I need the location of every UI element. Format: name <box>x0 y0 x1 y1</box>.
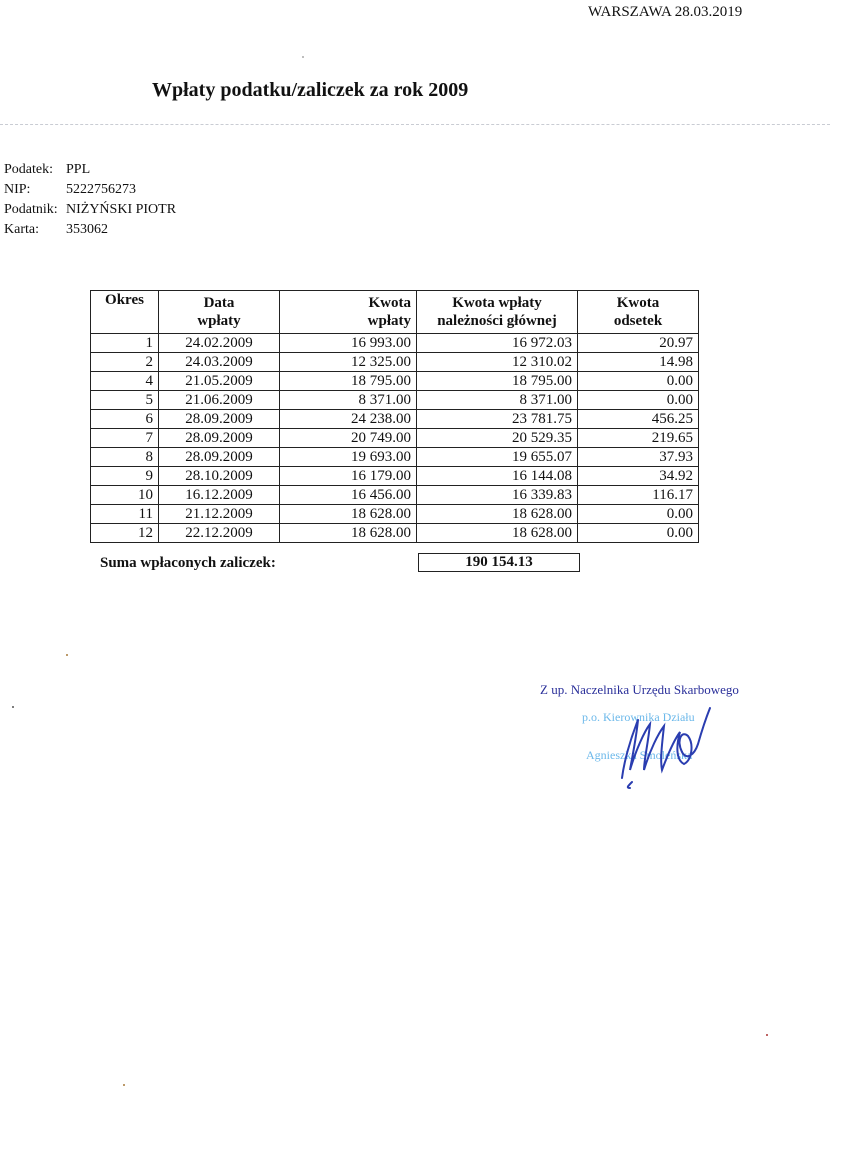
cell-naleznosc: 23 781.75 <box>417 410 578 429</box>
podatnik-label: Podatnik: <box>4 202 58 217</box>
podatnik-row <box>4 200 176 220</box>
cell-naleznosc: 18 628.00 <box>417 524 578 543</box>
header-naleznosc <box>417 291 578 334</box>
nip-label: NIP: <box>4 182 31 197</box>
cell-odsetki: 116.17 <box>578 486 699 505</box>
nip-row <box>4 180 176 200</box>
cell-odsetki: 219.65 <box>578 429 699 448</box>
cell-kwota: 20 749.00 <box>280 429 417 448</box>
table-body <box>91 334 699 543</box>
table-row <box>91 429 699 448</box>
table-row <box>91 448 699 467</box>
place-date: WARSZAWA 28.03.2019 <box>588 4 743 20</box>
header-data-line1: Data <box>203 295 235 311</box>
cell-okres: 12 <box>91 524 159 543</box>
stamp-line-position: p.o. Kierownika Działu <box>582 710 695 724</box>
karta-label: Karta: <box>4 222 39 237</box>
payments-table <box>90 290 699 543</box>
taxpayer-info <box>4 160 176 240</box>
header-naleznosc-line1: Kwota wpłaty <box>452 295 542 311</box>
cell-naleznosc: 20 529.35 <box>417 429 578 448</box>
header-okres <box>91 291 159 334</box>
table-row <box>91 410 699 429</box>
cell-data: 22.12.2009 <box>159 524 280 543</box>
cell-data: 28.09.2009 <box>159 448 280 467</box>
cell-odsetki: 0.00 <box>578 524 699 543</box>
cell-kwota: 24 238.00 <box>280 410 417 429</box>
header-odsetki-line2: odsetek <box>613 313 663 329</box>
header-okres-label: Okres <box>105 292 144 308</box>
cell-data: 16.12.2009 <box>159 486 280 505</box>
scan-speck <box>66 654 68 656</box>
cell-kwota: 18 795.00 <box>280 372 417 391</box>
stamp-line-authority: Z up. Naczelnika Urzędu Skarbowego <box>540 682 739 697</box>
cell-okres: 4 <box>91 372 159 391</box>
table-row <box>91 391 699 410</box>
table-header-row <box>91 291 699 334</box>
cell-naleznosc: 8 371.00 <box>417 391 578 410</box>
podatek-label: Podatek: <box>4 162 53 177</box>
podatek-row <box>4 160 176 180</box>
cell-okres: 6 <box>91 410 159 429</box>
signature-stroke <box>622 708 710 788</box>
scan-speck <box>123 1084 125 1086</box>
cell-data: 28.09.2009 <box>159 410 280 429</box>
cell-data: 21.06.2009 <box>159 391 280 410</box>
cell-data: 24.03.2009 <box>159 353 280 372</box>
table-row <box>91 524 699 543</box>
header-kwota-line2: wpłaty <box>367 313 411 329</box>
cell-okres: 8 <box>91 448 159 467</box>
karta-row <box>4 220 176 240</box>
document-title: Wpłaty podatku/zaliczek za rok 2009 <box>152 79 469 101</box>
cell-odsetki: 20.97 <box>578 334 699 353</box>
sum-value: 190 154.13 <box>418 553 580 572</box>
cell-data: 28.09.2009 <box>159 429 280 448</box>
cell-naleznosc: 16 972.03 <box>417 334 578 353</box>
header-data-line2: wpłaty <box>197 313 241 329</box>
cell-data: 21.05.2009 <box>159 372 280 391</box>
cell-naleznosc: 18 795.00 <box>417 372 578 391</box>
header-kwota-line1: Kwota <box>368 295 411 311</box>
cell-odsetki: 0.00 <box>578 391 699 410</box>
scan-speck <box>302 56 304 58</box>
cell-naleznosc: 19 655.07 <box>417 448 578 467</box>
cell-data: 28.10.2009 <box>159 467 280 486</box>
cell-kwota: 18 628.00 <box>280 505 417 524</box>
cell-okres: 5 <box>91 391 159 410</box>
cell-kwota: 12 325.00 <box>280 353 417 372</box>
podatek-value: PPL <box>66 162 91 177</box>
cell-okres: 1 <box>91 334 159 353</box>
cell-okres: 10 <box>91 486 159 505</box>
cell-okres: 2 <box>91 353 159 372</box>
header-odsetki <box>578 291 699 334</box>
table-row <box>91 372 699 391</box>
cell-naleznosc: 16 339.83 <box>417 486 578 505</box>
cell-odsetki: 14.98 <box>578 353 699 372</box>
cell-data: 21.12.2009 <box>159 505 280 524</box>
table-row <box>91 334 699 353</box>
handwritten-signature <box>610 700 730 790</box>
table-row <box>91 486 699 505</box>
cell-odsetki: 0.00 <box>578 505 699 524</box>
table-row <box>91 467 699 486</box>
cell-kwota: 18 628.00 <box>280 524 417 543</box>
cell-odsetki: 37.93 <box>578 448 699 467</box>
table-row <box>91 505 699 524</box>
cell-naleznosc: 12 310.02 <box>417 353 578 372</box>
header-naleznosc-line2: należności głównej <box>437 313 557 329</box>
cell-naleznosc: 18 628.00 <box>417 505 578 524</box>
scan-speck <box>12 706 14 708</box>
cell-okres: 9 <box>91 467 159 486</box>
cell-kwota: 8 371.00 <box>280 391 417 410</box>
cell-odsetki: 456.25 <box>578 410 699 429</box>
cell-kwota: 19 693.00 <box>280 448 417 467</box>
nip-value: 5222756273 <box>66 182 136 197</box>
divider <box>0 124 830 125</box>
scan-speck <box>766 1034 768 1036</box>
header-kwota <box>280 291 417 334</box>
cell-okres: 11 <box>91 505 159 524</box>
podatnik-value: NIŻYŃSKI PIOTR <box>66 202 177 217</box>
karta-value: 353062 <box>66 222 108 237</box>
cell-kwota: 16 179.00 <box>280 467 417 486</box>
cell-naleznosc: 16 144.08 <box>417 467 578 486</box>
header-odsetki-line1: Kwota <box>616 295 660 311</box>
stamp-line-name: Agnieszka Smoleńska <box>586 748 693 762</box>
cell-okres: 7 <box>91 429 159 448</box>
table-row <box>91 353 699 372</box>
cell-kwota: 16 993.00 <box>280 334 417 353</box>
cell-odsetki: 0.00 <box>578 372 699 391</box>
sum-label: Suma wpłaconych zaliczek: <box>100 555 276 571</box>
cell-data: 24.02.2009 <box>159 334 280 353</box>
cell-kwota: 16 456.00 <box>280 486 417 505</box>
header-data <box>159 291 280 334</box>
cell-odsetki: 34.92 <box>578 467 699 486</box>
